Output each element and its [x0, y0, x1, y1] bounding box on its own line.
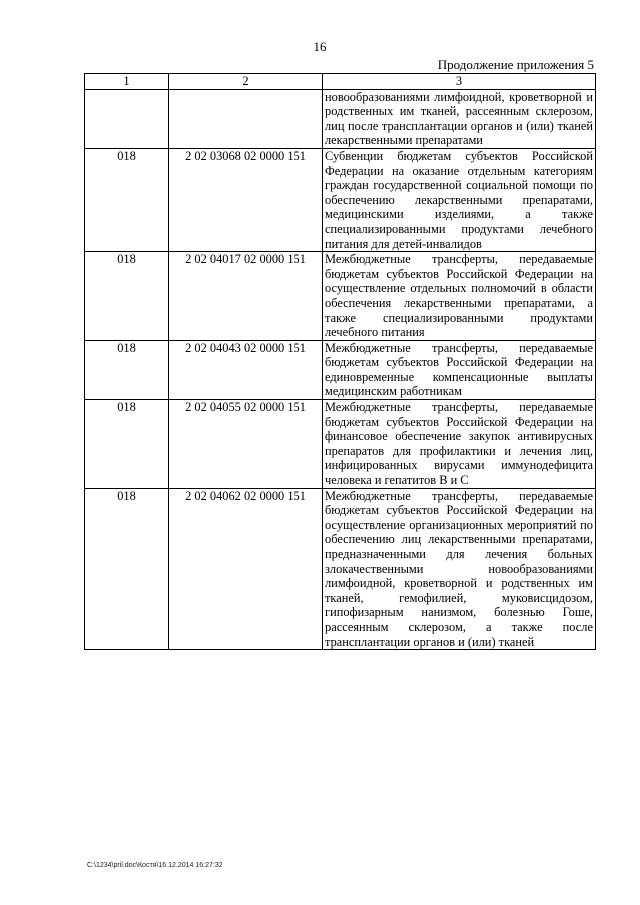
budget-code-cell: 2 02 04043 02 0000 151	[169, 340, 323, 399]
admin-code-cell	[85, 89, 169, 148]
description-cell: Межбюджетные трансферты, передаваемые бюджетам субъектов Российской Федерации на осуществление отдельных полномочий в области обеспечения лекарственными препаратами, а также специализированными продуктами лечебного питания	[323, 252, 596, 341]
document-path-footer: C:\1234\pril.doc\Костя\16.12.2014 16:27:32	[87, 862, 223, 869]
continuation-label: Продолжение приложения 5	[437, 57, 594, 72]
column-header-3: 3	[323, 74, 596, 90]
admin-code-cell: 018	[85, 148, 169, 251]
table-row	[85, 400, 596, 489]
column-header-2: 2	[169, 74, 323, 90]
description-cell: Субвенции бюджетам субъектов Российской Федерации на оказание отдельным категориям граждан государственной социальной помощи по обеспечению лекарственными препаратами, медицинскими изделиями, а также специализированными продуктами лечебного питания для детей-инвалидов	[323, 148, 596, 251]
table-row	[85, 252, 596, 341]
budget-codes-table	[84, 73, 596, 650]
description-cell: Межбюджетные трансферты, передаваемые бюджетам субъектов Российской Федерации на финансовое обеспечение закупок антивирусных препаратов для профилактики и лечения лиц, инфицированных вирусами иммунодефицита человека и гепатитов В и С	[323, 400, 596, 489]
admin-code-cell: 018	[85, 488, 169, 650]
table-row	[85, 340, 596, 399]
description-cell: новообразованиями лимфоидной, кроветворной и родственных им тканей, рассеянным склерозом, лиц после трансплантации органов и (или) тканей лекарственными препаратами	[323, 89, 596, 148]
table-row	[85, 488, 596, 650]
budget-code-cell: 2 02 03068 02 0000 151	[169, 148, 323, 251]
admin-code-cell: 018	[85, 252, 169, 341]
budget-code-cell: 2 02 04017 02 0000 151	[169, 252, 323, 341]
budget-code-cell: 2 02 04062 02 0000 151	[169, 488, 323, 650]
column-header-1: 1	[85, 74, 169, 90]
description-cell: Межбюджетные трансферты, передаваемые бюджетам субъектов Российской Федерации на единовременные компенсационные выплаты медицинским работникам	[323, 340, 596, 399]
budget-code-cell: 2 02 04055 02 0000 151	[169, 400, 323, 489]
description-cell: Межбюджетные трансферты, передаваемые бюджетам субъектов Российской Федерации на осуществление организационных мероприятий по обеспечению лиц лекарственными препаратами, предназначенными для лечения больных злокачественными новообразованиями лимфоидной, кроветворной и родственных им тканей, гемофилией, муковисцидозом, гипофизарным нанизмом, болезнью Гоше, рассеянным склерозом, а также после трансплантации органов и (или) тканей	[323, 488, 596, 650]
page-number: 16	[313, 39, 327, 54]
table-row	[85, 89, 596, 148]
admin-code-cell: 018	[85, 340, 169, 399]
table-row	[85, 148, 596, 251]
budget-code-cell	[169, 89, 323, 148]
admin-code-cell: 018	[85, 400, 169, 489]
table-header-row	[85, 74, 596, 90]
